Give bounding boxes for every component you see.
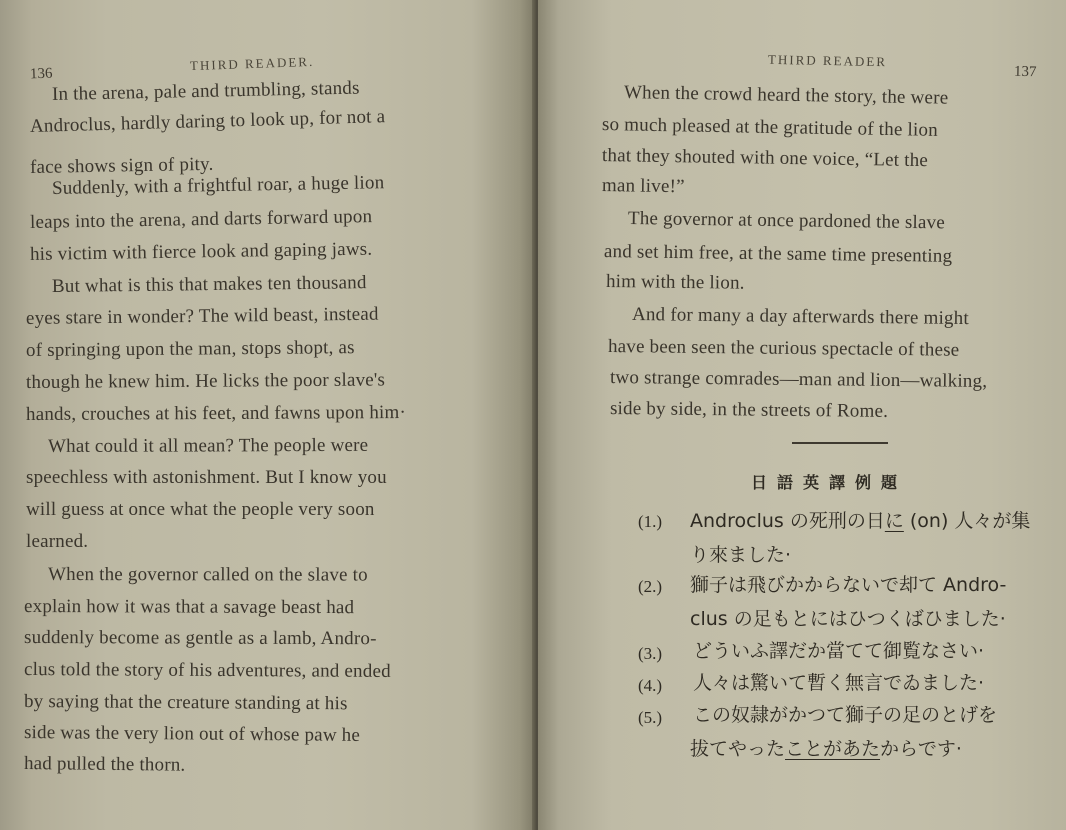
text-line: And for many a day afterwards there might: [631, 304, 969, 330]
exercise-text-continued: clus の足もとにはひつくばひました·: [690, 608, 1006, 630]
text-line: though he knew him. He licks the poor slave's: [25, 369, 386, 393]
page-number: 136: [29, 65, 53, 83]
text-line: side was the very lion out of whose paw he: [23, 722, 361, 746]
text-line: so much pleased at the gratitude of the lion: [601, 114, 939, 141]
text-line: explain how it was that a savage beast had: [23, 596, 355, 619]
text-line: When the crowd heard the story, the were: [623, 82, 949, 109]
exercise-heading: 日語英譯例題: [751, 473, 908, 492]
exercise-text: どういふ譯だか當てて御覧なさい·: [693, 640, 985, 662]
text-line: Suddenly, with a frightful roar, a huge lion: [51, 172, 385, 199]
exercise-text: 獅子は飛びかからないで却て Andro-: [690, 574, 1007, 596]
exercise-number: (3.): [638, 644, 663, 663]
exercise-text: Androclus の死刑の日に (on) 人々が集: [690, 510, 1031, 532]
text-line: have been seen the curious spectacle of these: [607, 336, 960, 361]
exercise-number: (5.): [638, 708, 663, 727]
exercise-text-continued: 拔てやったことがあたからです·: [690, 738, 962, 760]
text-line: hands, crouches at his feet, and fawns upon him·: [25, 402, 407, 425]
exercise-number: (1.): [638, 512, 663, 531]
text-line: side by side, in the streets of Rome.: [609, 398, 889, 422]
text-line: man live!”: [601, 175, 685, 198]
text-line: leaps into the arena, and darts forward upon: [29, 206, 373, 233]
text-line: What could it all mean? The people were: [47, 434, 369, 457]
text-line: him with the lion.: [605, 271, 745, 294]
right-page: [538, 0, 1066, 830]
page-number: 137: [1013, 63, 1037, 81]
text-line: had pulled the thorn.: [23, 753, 186, 776]
exercise-number: (4.): [638, 676, 663, 695]
text-line: In the arena, pale and trumbling, stands: [51, 77, 360, 105]
text-line: by saying that the creature standing at his: [23, 691, 348, 715]
text-line: When the governor called on the slave to: [47, 564, 368, 586]
text-line: The governor at once pardoned the slave: [627, 208, 946, 234]
text-line: two strange comrades—man and lion—walking,: [609, 367, 988, 392]
text-line: speechless with astonishment. But I know you: [26, 467, 387, 488]
exercise-text-continued: り來ました·: [690, 544, 792, 566]
exercise-text: 人々は驚いて暫く無言でゐました·: [693, 672, 985, 694]
text-line: learned.: [26, 531, 89, 552]
exercise-text: この奴隷がかつて獅子の足のとげを: [693, 704, 998, 726]
text-line: But what is this that makes ten thousand: [51, 272, 367, 297]
running-head: THIRD READER: [767, 51, 888, 70]
section-divider: [792, 442, 888, 444]
text-line: and set him free, at the same time presenting: [603, 241, 953, 267]
text-line: that they shouted with one voice, “Let the: [601, 145, 929, 172]
text-line: face shows sign of pity.: [29, 153, 214, 178]
text-line: his victim with fierce look and gaping jaws.: [29, 238, 373, 265]
text-line: of springing upon the man, stops shopt, as: [25, 337, 355, 361]
text-line: suddenly become as gentle as a lamb, Andro-: [23, 627, 377, 650]
text-line: will guess at once what the people very soon: [26, 499, 375, 520]
text-line: eyes stare in wonder? The wild beast, instead: [25, 303, 379, 329]
text-line: Androclus, hardly daring to look up, for not a: [29, 106, 386, 137]
running-head: THIRD READER.: [189, 53, 315, 74]
exercise-number: (2.): [638, 577, 663, 596]
text-line: clus told the story of his adventures, and ended: [23, 659, 391, 682]
